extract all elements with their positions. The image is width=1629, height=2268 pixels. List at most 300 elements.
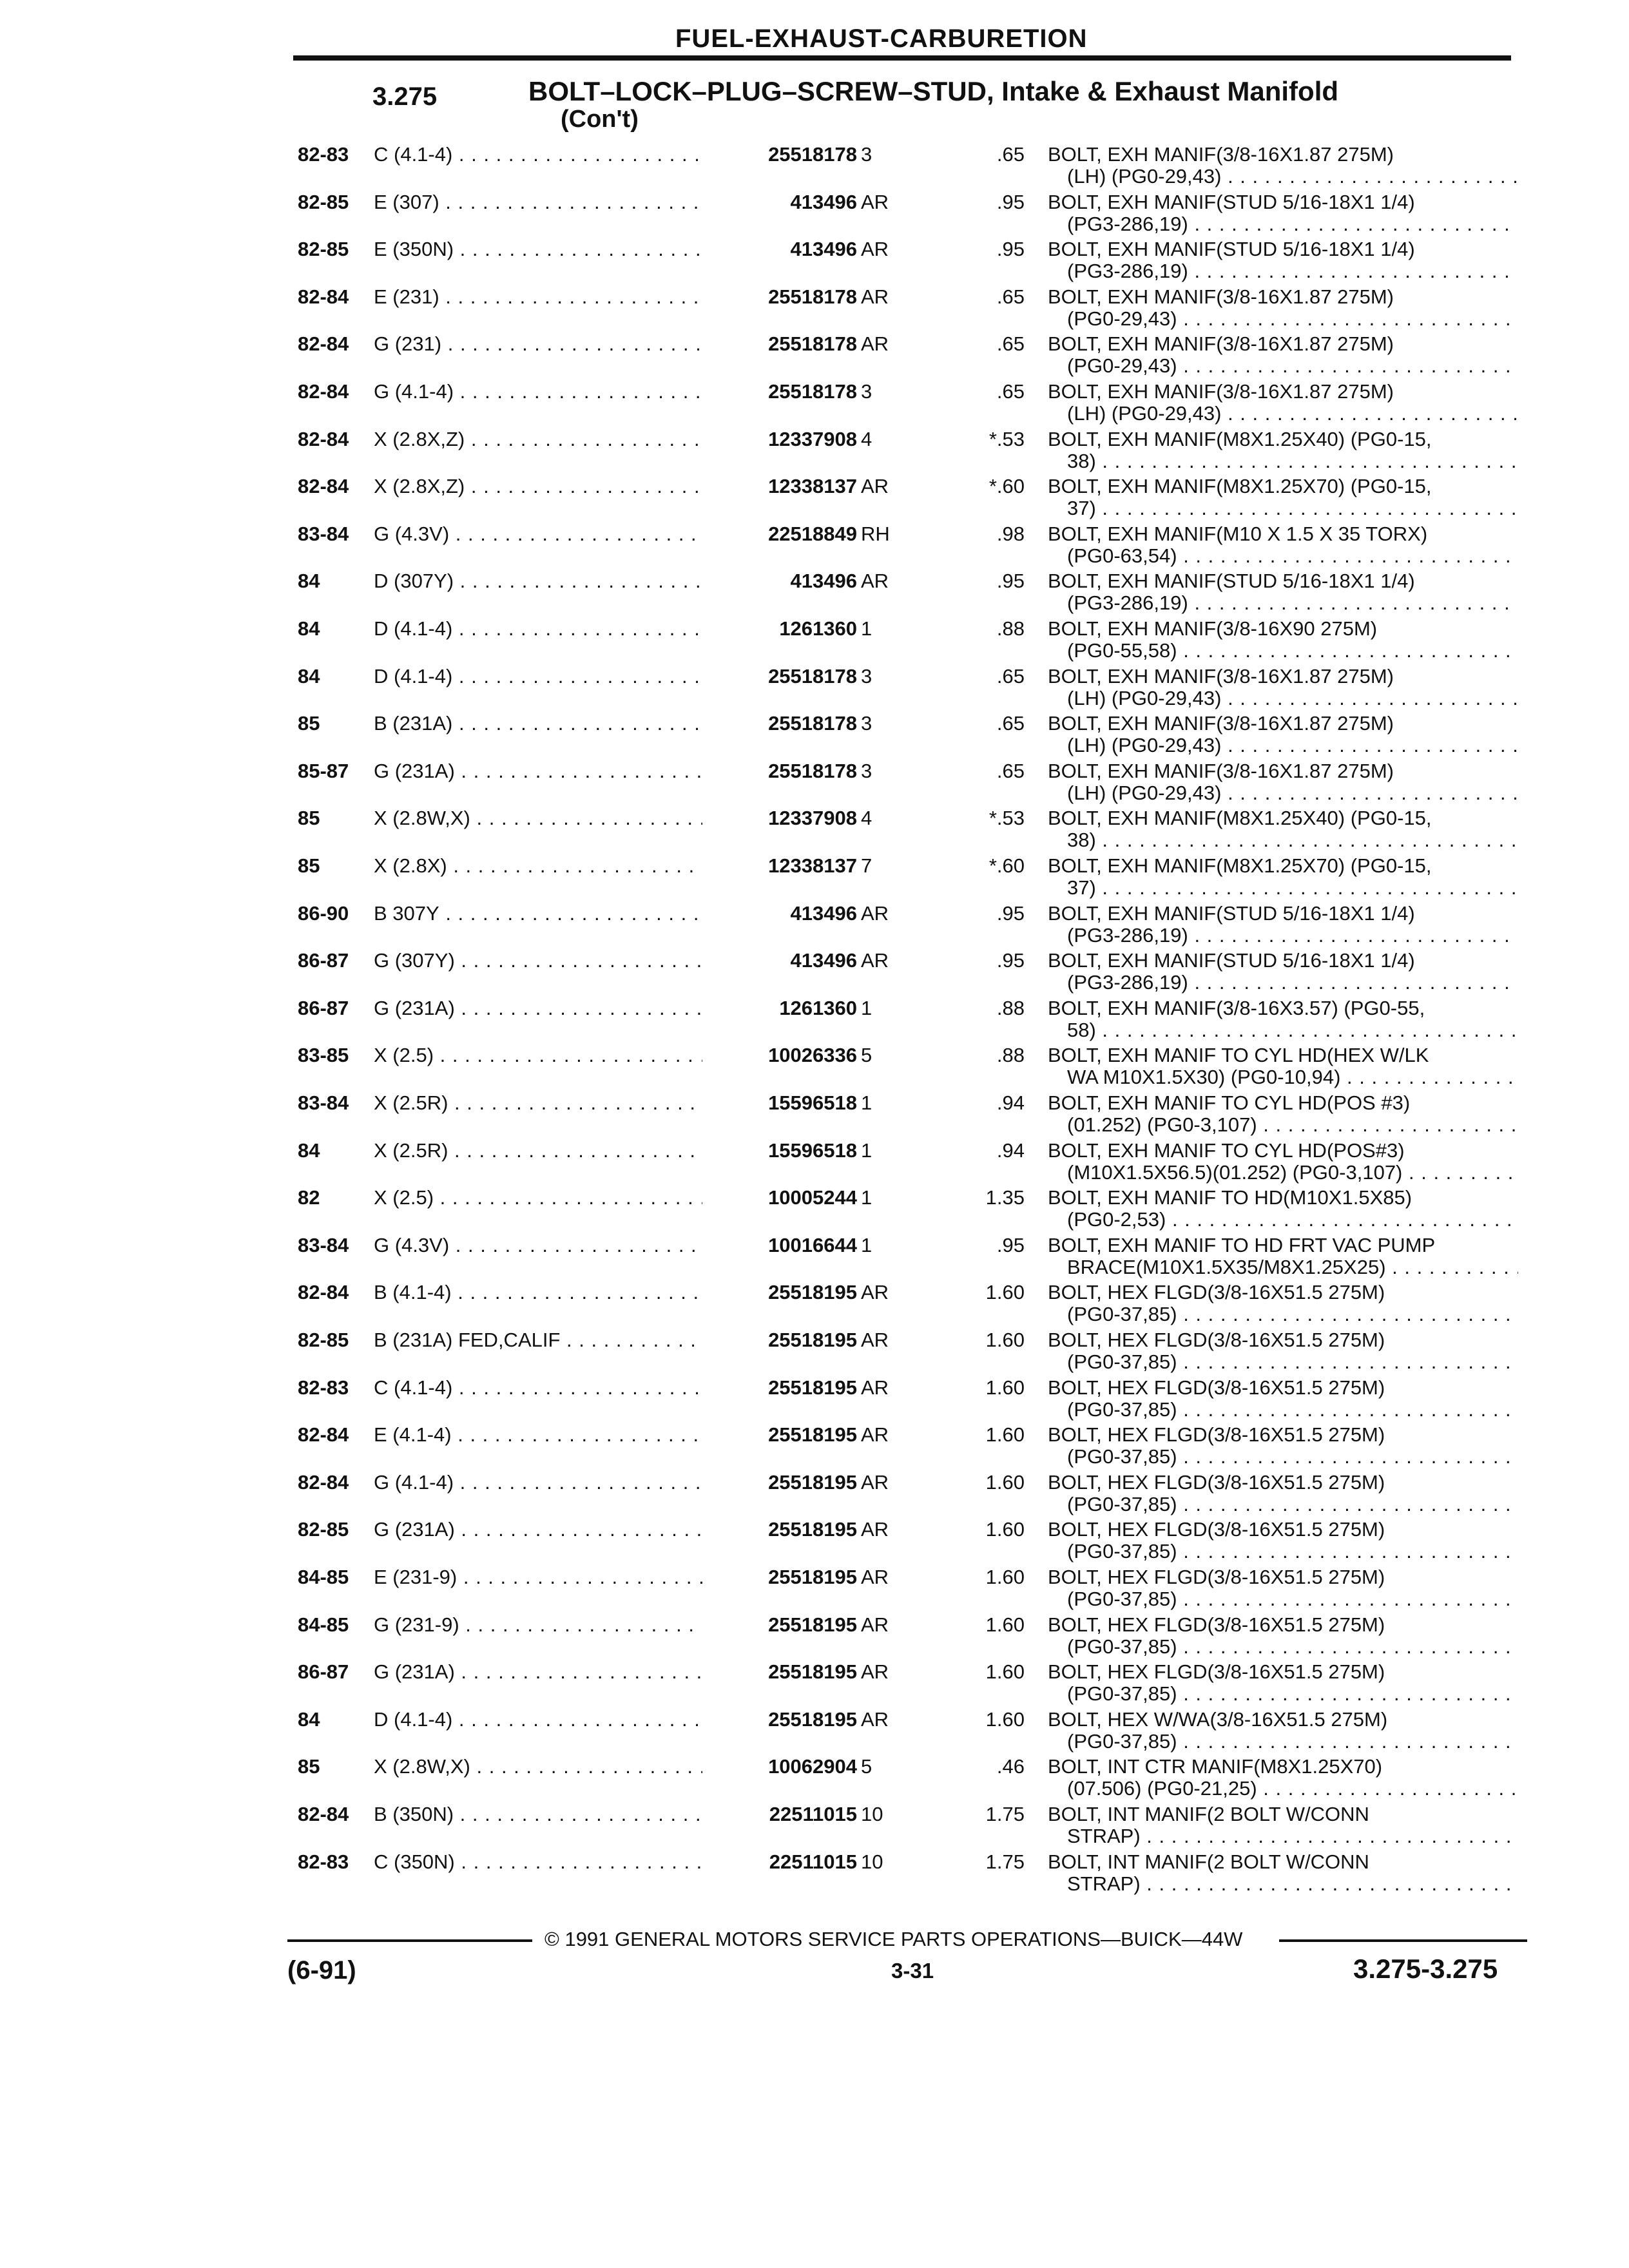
table-row [0, 1423, 1629, 1470]
part-quantity: 3 [861, 664, 872, 687]
part-quantity: 7 [861, 854, 872, 877]
part-price: .65 [996, 285, 1025, 308]
part-description-cont: (PG0-37,85) . . . [1067, 1493, 1518, 1516]
table-row [0, 854, 1629, 901]
part-description: BOLT, EXH MANIF TO CYL HD(HEX W/LK [1048, 1044, 1429, 1067]
part-price: .95 [996, 190, 1025, 213]
table-row [0, 902, 1629, 948]
part-price: .65 [996, 332, 1025, 356]
part-model: G (231) . . . [374, 332, 722, 356]
table-row [0, 760, 1629, 806]
part-description: BOLT, EXH MANIF(M8X1.25X40) (PG0-15, [1048, 427, 1432, 450]
part-price: 1.60 [985, 1281, 1025, 1304]
part-year: 82-83 [298, 143, 349, 166]
part-model: B (4.1-4) . . . [374, 1281, 722, 1304]
part-number: 25518195 [702, 1708, 857, 1731]
part-number: 25518195 [702, 1518, 857, 1541]
section-number: 3.275 [372, 82, 438, 111]
part-quantity: AR [861, 1518, 889, 1541]
part-model: B (231A) . . . [374, 712, 722, 735]
part-price: 1.75 [985, 1803, 1025, 1825]
part-price: *.53 [988, 807, 1025, 830]
part-quantity: AR [861, 570, 889, 593]
part-description-cont: BRACE(M10X1.5X35/M8X1.25X25) . . . [1067, 1256, 1518, 1279]
table-row [0, 1755, 1629, 1802]
part-number: 10026336 [702, 1044, 857, 1067]
part-year: 82-84 [298, 427, 349, 450]
table-row [0, 1139, 1629, 1186]
part-number: 413496 [702, 238, 857, 261]
part-price: .95 [996, 1233, 1025, 1256]
part-quantity: AR [861, 238, 889, 261]
table-row [0, 191, 1629, 237]
table-row [0, 1518, 1629, 1564]
part-quantity: 10 [861, 1850, 883, 1873]
part-model: G (231A) . . . [374, 760, 722, 783]
part-model: C (4.1-4) . . . [374, 143, 722, 166]
part-number: 1261360 [702, 997, 857, 1020]
part-model: C (350N) . . . [374, 1850, 722, 1874]
part-description-cont: (LH) (PG0-29,43) . . . [1067, 165, 1518, 188]
part-model: G (231A) . . . [374, 997, 722, 1020]
part-number: 25518195 [702, 1471, 857, 1494]
part-description-cont: 38) . . . [1067, 829, 1518, 852]
part-description: BOLT, HEX FLGD(3/8-16X51.5 275M) [1048, 1518, 1385, 1541]
part-description-cont: (PG0-37,85) . . . [1067, 1682, 1518, 1706]
part-description: BOLT, EXH MANIF(M8X1.25X40) (PG0-15, [1048, 807, 1432, 830]
part-description: BOLT, INT CTR MANIF(M8X1.25X70) [1048, 1755, 1383, 1778]
part-number: 10005244 [702, 1186, 857, 1209]
part-description: BOLT, INT MANIF(2 BOLT W/CONN [1048, 1803, 1369, 1825]
part-year: 82-84 [298, 332, 349, 356]
part-description: BOLT, EXH MANIF(3/8-16X1.87 275M) [1048, 332, 1394, 356]
part-quantity: 4 [861, 807, 872, 830]
part-number: 413496 [702, 902, 857, 925]
part-price: .46 [996, 1755, 1025, 1778]
table-row [0, 1850, 1629, 1897]
part-quantity: 10 [861, 1803, 883, 1825]
part-quantity: 5 [861, 1044, 872, 1067]
part-model: X (2.5) . . . [374, 1186, 722, 1209]
part-year: 84 [298, 664, 320, 687]
part-price: .65 [996, 380, 1025, 403]
part-description: BOLT, EXH MANIF TO HD FRT VAC PUMP [1048, 1233, 1436, 1256]
footer-rule-right [1279, 1939, 1527, 1942]
part-quantity: 1 [861, 1139, 872, 1162]
part-description: BOLT, EXH MANIF(3/8-16X3.57) (PG0-55, [1048, 996, 1425, 1019]
part-quantity: AR [861, 475, 889, 498]
part-quantity: AR [861, 190, 889, 213]
part-model: D (4.1-4) . . . [374, 1708, 722, 1731]
part-description: BOLT, EXH MANIF(3/8-16X1.87 275M) [1048, 759, 1394, 782]
footer-rule-left [287, 1939, 532, 1942]
part-year: 82-84 [298, 285, 349, 308]
part-description-cont: WA M10X1.5X30) (PG0-10,94) . . . [1067, 1066, 1518, 1089]
part-price: 1.60 [985, 1423, 1025, 1446]
part-quantity: 3 [861, 143, 872, 166]
table-row [0, 1091, 1629, 1138]
part-number: 15596518 [702, 1091, 857, 1115]
part-number: 25518195 [702, 1423, 857, 1446]
part-number: 12337908 [702, 428, 857, 451]
table-row [0, 1044, 1629, 1090]
part-year: 82-84 [298, 1281, 349, 1304]
part-year: 82-85 [298, 190, 349, 213]
part-number: 413496 [702, 949, 857, 972]
part-price: .65 [996, 759, 1025, 782]
part-number: 10062904 [702, 1755, 857, 1778]
table-row [0, 997, 1629, 1043]
part-description-cont: (PG0-37,85) . . . [1067, 1588, 1518, 1611]
part-model: X (2.8X,Z) . . . [374, 428, 722, 451]
part-model: E (231) . . . [374, 285, 722, 309]
part-price: .65 [996, 143, 1025, 166]
part-quantity: AR [861, 1329, 889, 1351]
part-year: 83-84 [298, 522, 349, 545]
table-row [0, 570, 1629, 616]
part-model: G (4.3V) . . . [374, 523, 722, 546]
part-description: BOLT, EXH MANIF(3/8-16X1.87 275M) [1048, 712, 1394, 735]
part-price: *.60 [988, 475, 1025, 498]
part-quantity: 1 [861, 1091, 872, 1114]
part-description-cont: 37) . . . [1067, 497, 1518, 520]
part-number: 22511015 [702, 1850, 857, 1874]
part-description: BOLT, HEX FLGD(3/8-16X51.5 275M) [1048, 1470, 1385, 1494]
part-description: BOLT, HEX FLGD(3/8-16X51.5 275M) [1048, 1281, 1385, 1304]
part-description-cont: (PG0-37,85) . . . [1067, 1540, 1518, 1563]
part-year: 82-84 [298, 1470, 349, 1494]
part-model: G (231A) . . . [374, 1518, 722, 1541]
part-number: 22518849 [702, 523, 857, 546]
part-year: 83-85 [298, 1044, 349, 1067]
footer-page-number: 3-31 [891, 1959, 934, 1983]
part-description: BOLT, EXH MANIF(STUD 5/16-18X1 1/4) [1048, 901, 1415, 925]
part-description-cont: (PG0-37,85) . . . [1067, 1303, 1518, 1326]
part-description-cont: (PG3-286,19) . . . [1067, 924, 1518, 947]
part-quantity: AR [861, 901, 889, 925]
part-price: .94 [996, 1139, 1025, 1162]
part-description-cont: (01.252) (PG0-3,107) . . . [1067, 1113, 1518, 1137]
part-price: .88 [996, 996, 1025, 1019]
part-year: 85 [298, 854, 320, 877]
part-price: *.60 [988, 854, 1025, 877]
part-number: 12337908 [702, 807, 857, 830]
part-number: 25518195 [702, 1566, 857, 1589]
part-price: .94 [996, 1091, 1025, 1114]
part-price: 1.75 [985, 1850, 1025, 1873]
part-number: 413496 [702, 191, 857, 214]
part-description: BOLT, EXH MANIF(M10 X 1.5 X 35 TORX) [1048, 522, 1428, 545]
part-price: 1.60 [985, 1518, 1025, 1541]
part-description-cont: 37) . . . [1067, 876, 1518, 899]
section-continued: (Con't) [561, 106, 639, 133]
part-quantity: AR [861, 1660, 889, 1684]
part-price: 1.60 [985, 1566, 1025, 1588]
part-description: BOLT, EXH MANIF(3/8-16X1.87 275M) [1048, 143, 1394, 166]
part-description: BOLT, HEX FLGD(3/8-16X51.5 275M) [1048, 1613, 1385, 1636]
table-row [0, 1803, 1629, 1849]
part-year: 85-87 [298, 759, 349, 782]
part-quantity: 4 [861, 427, 872, 450]
part-model: X (2.5R) . . . [374, 1139, 722, 1162]
part-year: 84 [298, 617, 320, 640]
part-price: .88 [996, 1044, 1025, 1067]
part-description-cont: (PG0-2,53) . . . [1067, 1208, 1518, 1231]
part-number: 25518195 [702, 1376, 857, 1399]
part-description-cont: 38) . . . [1067, 450, 1518, 473]
part-description: BOLT, EXH MANIF(STUD 5/16-18X1 1/4) [1048, 570, 1415, 593]
section-title: BOLT–LOCK–PLUG–SCREW–STUD, Intake & Exhaust Manifold [528, 76, 1339, 106]
part-price: .95 [996, 949, 1025, 972]
part-description-cont: (PG0-55,58) . . . [1067, 639, 1518, 662]
header-rule [293, 55, 1511, 61]
part-quantity: 3 [861, 380, 872, 403]
part-description: BOLT, EXH MANIF TO CYL HD(POS#3) [1048, 1139, 1405, 1162]
part-price: 1.60 [985, 1613, 1025, 1636]
part-number: 25518178 [702, 332, 857, 356]
part-model: G (231-9) . . . [374, 1613, 722, 1637]
part-year: 84-85 [298, 1613, 349, 1636]
part-model: G (4.1-4) . . . [374, 1471, 722, 1494]
part-model: X (2.8W,X) . . . [374, 807, 722, 830]
part-number: 25518195 [702, 1660, 857, 1684]
part-model: G (307Y) . . . [374, 949, 722, 972]
part-description-cont: (PG3-286,19) . . . [1067, 971, 1518, 994]
part-number: 25518178 [702, 665, 857, 688]
part-year: 82-85 [298, 238, 349, 261]
part-description-cont: (M10X1.5X56.5)(01.252) (PG0-3,107) . . . [1067, 1161, 1518, 1184]
part-price: .95 [996, 901, 1025, 925]
table-row [0, 428, 1629, 474]
part-description-cont: (PG0-37,85) . . . [1067, 1445, 1518, 1468]
part-quantity: AR [861, 285, 889, 308]
part-quantity: AR [861, 1281, 889, 1304]
part-model: X (2.8W,X) . . . [374, 1755, 722, 1778]
footer-copyright: © 1991 GENERAL MOTORS SERVICE PARTS OPERATIONS—BUICK—44W [545, 1928, 1243, 1950]
part-quantity: 3 [861, 759, 872, 782]
part-quantity: 3 [861, 712, 872, 735]
part-number: 25518178 [702, 760, 857, 783]
part-number: 22511015 [702, 1803, 857, 1826]
part-year: 85 [298, 1755, 320, 1778]
part-description-cont: STRAP) . . . [1067, 1825, 1518, 1848]
part-description: BOLT, INT MANIF(2 BOLT W/CONN [1048, 1850, 1369, 1873]
part-model: G (4.3V) . . . [374, 1234, 722, 1257]
part-quantity: 1 [861, 1186, 872, 1209]
table-row [0, 1281, 1629, 1327]
part-year: 82-85 [298, 1329, 349, 1351]
footer-section-range: 3.275-3.275 [1353, 1954, 1498, 1984]
part-model: X (2.5) . . . [374, 1044, 722, 1067]
part-price: 1.60 [985, 1660, 1025, 1684]
part-model: E (231-9) . . . [374, 1566, 722, 1589]
part-description: BOLT, EXH MANIF(3/8-16X1.87 275M) [1048, 380, 1394, 403]
part-description: BOLT, EXH MANIF(3/8-16X1.87 275M) [1048, 664, 1394, 687]
part-price: 1.35 [985, 1186, 1025, 1209]
part-description: BOLT, EXH MANIF(STUD 5/16-18X1 1/4) [1048, 238, 1415, 261]
part-year: 86-87 [298, 996, 349, 1019]
part-year: 83-84 [298, 1233, 349, 1256]
part-price: .95 [996, 570, 1025, 593]
part-quantity: 5 [861, 1755, 872, 1778]
part-number: 413496 [702, 570, 857, 593]
table-row [0, 1708, 1629, 1754]
part-description-cont: (PG0-63,54) . . . [1067, 544, 1518, 568]
part-number: 25518178 [702, 380, 857, 403]
part-number: 25518178 [702, 143, 857, 166]
part-number: 10016644 [702, 1234, 857, 1257]
table-row [0, 1613, 1629, 1660]
part-price: .95 [996, 238, 1025, 261]
part-price: 1.60 [985, 1329, 1025, 1351]
table-row [0, 238, 1629, 284]
part-description: BOLT, EXH MANIF(3/8-16X90 275M) [1048, 617, 1378, 640]
part-year: 84 [298, 1139, 320, 1162]
part-description-cont: (PG3-286,19) . . . [1067, 591, 1518, 615]
part-year: 85 [298, 807, 320, 830]
part-model: E (350N) . . . [374, 238, 722, 261]
table-row [0, 332, 1629, 379]
part-description: BOLT, EXH MANIF(M8X1.25X70) (PG0-15, [1048, 475, 1432, 498]
part-year: 84-85 [298, 1566, 349, 1588]
part-price: .88 [996, 617, 1025, 640]
part-number: 12338137 [702, 475, 857, 498]
table-row [0, 285, 1629, 332]
part-quantity: AR [861, 1707, 889, 1731]
table-row [0, 1234, 1629, 1280]
part-year: 83-84 [298, 1091, 349, 1114]
part-description-cont: 58) . . . [1067, 1019, 1518, 1042]
part-quantity: AR [861, 1423, 889, 1446]
part-description-cont: (LH) (PG0-29,43) . . . [1067, 782, 1518, 805]
part-number: 1261360 [702, 617, 857, 640]
part-year: 82-83 [298, 1376, 349, 1399]
table-row [0, 475, 1629, 521]
part-price: *.53 [988, 427, 1025, 450]
part-description: BOLT, HEX FLGD(3/8-16X51.5 275M) [1048, 1566, 1385, 1588]
part-description-cont: (07.506) (PG0-21,25) . . . [1067, 1777, 1518, 1800]
part-description-cont: (PG0-37,85) . . . [1067, 1398, 1518, 1421]
part-description-cont: (LH) (PG0-29,43) . . . [1067, 687, 1518, 710]
part-model: B 307Y . . . [374, 902, 722, 925]
table-row [0, 1471, 1629, 1517]
part-description-cont: (PG0-37,85) . . . [1067, 1350, 1518, 1374]
part-quantity: 1 [861, 1233, 872, 1256]
part-description: BOLT, EXH MANIF(STUD 5/16-18X1 1/4) [1048, 190, 1415, 213]
part-year: 82 [298, 1186, 320, 1209]
table-row [0, 143, 1629, 189]
part-description-cont: (LH) (PG0-29,43) . . . [1067, 402, 1518, 425]
part-description-cont: (PG3-286,19) . . . [1067, 213, 1518, 236]
part-description: BOLT, EXH MANIF TO CYL HD(POS #3) [1048, 1091, 1411, 1114]
part-model: C (4.1-4) . . . [374, 1376, 722, 1399]
part-quantity: AR [861, 332, 889, 356]
part-quantity: RH [861, 522, 890, 545]
part-model: X (2.8X,Z) . . . [374, 475, 722, 498]
table-row [0, 1660, 1629, 1707]
part-model: D (4.1-4) . . . [374, 665, 722, 688]
part-price: 1.60 [985, 1376, 1025, 1399]
part-number: 15596518 [702, 1139, 857, 1162]
table-row [0, 949, 1629, 995]
part-description-cont: (PG0-29,43) . . . [1067, 307, 1518, 331]
part-model: D (307Y) . . . [374, 570, 722, 593]
part-description: BOLT, HEX FLGD(3/8-16X51.5 275M) [1048, 1660, 1385, 1684]
part-model: D (4.1-4) . . . [374, 617, 722, 640]
part-description-cont: (PG0-37,85) . . . [1067, 1730, 1518, 1753]
part-year: 85 [298, 712, 320, 735]
part-quantity: AR [861, 1470, 889, 1494]
part-price: .65 [996, 712, 1025, 735]
part-quantity: AR [861, 1376, 889, 1399]
part-year: 82-83 [298, 1850, 349, 1873]
part-model: G (231A) . . . [374, 1660, 722, 1684]
table-row [0, 523, 1629, 569]
table-row [0, 712, 1629, 758]
part-year: 86-87 [298, 1660, 349, 1684]
part-number: 25518195 [702, 1329, 857, 1352]
part-description: BOLT, EXH MANIF(STUD 5/16-18X1 1/4) [1048, 949, 1415, 972]
part-year: 82-84 [298, 1423, 349, 1446]
part-year: 82-85 [298, 1518, 349, 1541]
part-number: 25518178 [702, 285, 857, 309]
part-model: E (4.1-4) . . . [374, 1423, 722, 1446]
part-description-cont: (PG3-286,19) . . . [1067, 260, 1518, 283]
part-model: E (307) . . . [374, 191, 722, 214]
part-description: BOLT, HEX FLGD(3/8-16X51.5 275M) [1048, 1423, 1385, 1446]
part-description: BOLT, EXH MANIF(M8X1.25X70) (PG0-15, [1048, 854, 1432, 877]
part-number: 25518195 [702, 1613, 857, 1637]
part-description: BOLT, EXH MANIF TO HD(M10X1.5X85) [1048, 1186, 1412, 1209]
part-price: .65 [996, 664, 1025, 687]
part-year: 82-84 [298, 1803, 349, 1825]
part-price: 1.60 [985, 1707, 1025, 1731]
table-row [0, 1566, 1629, 1612]
part-model: G (4.1-4) . . . [374, 380, 722, 403]
part-number: 25518178 [702, 712, 857, 735]
part-description-cont: STRAP) . . . [1067, 1872, 1518, 1896]
part-quantity: AR [861, 1566, 889, 1588]
part-year: 82-84 [298, 380, 349, 403]
part-price: .98 [996, 522, 1025, 545]
part-description: BOLT, EXH MANIF(3/8-16X1.87 275M) [1048, 285, 1394, 308]
table-row [0, 380, 1629, 427]
part-description: BOLT, HEX FLGD(3/8-16X51.5 275M) [1048, 1376, 1385, 1399]
footer-date: (6-91) [287, 1956, 356, 1984]
part-number: 25518195 [702, 1281, 857, 1304]
part-description: BOLT, HEX W/WA(3/8-16X51.5 275M) [1048, 1707, 1388, 1731]
part-description-cont: (PG0-29,43) . . . [1067, 354, 1518, 378]
table-row [0, 617, 1629, 664]
part-price: 1.60 [985, 1470, 1025, 1494]
part-number: 12338137 [702, 854, 857, 878]
table-row [0, 1376, 1629, 1423]
part-year: 86-87 [298, 949, 349, 972]
part-model: B (231A) FED,CALIF . . . [374, 1329, 722, 1352]
table-row [0, 665, 1629, 711]
part-quantity: AR [861, 1613, 889, 1636]
part-year: 84 [298, 1707, 320, 1731]
part-model: X (2.8X) . . . [374, 854, 722, 878]
part-quantity: AR [861, 949, 889, 972]
part-model: X (2.5R) . . . [374, 1091, 722, 1115]
part-year: 82-84 [298, 475, 349, 498]
part-description-cont: (LH) (PG0-29,43) . . . [1067, 734, 1518, 757]
table-row [0, 807, 1629, 853]
part-description-cont: (PG0-37,85) . . . [1067, 1635, 1518, 1658]
page-header-title: FUEL-EXHAUST-CARBURETION [675, 24, 1088, 53]
part-description: BOLT, HEX FLGD(3/8-16X51.5 275M) [1048, 1329, 1385, 1351]
